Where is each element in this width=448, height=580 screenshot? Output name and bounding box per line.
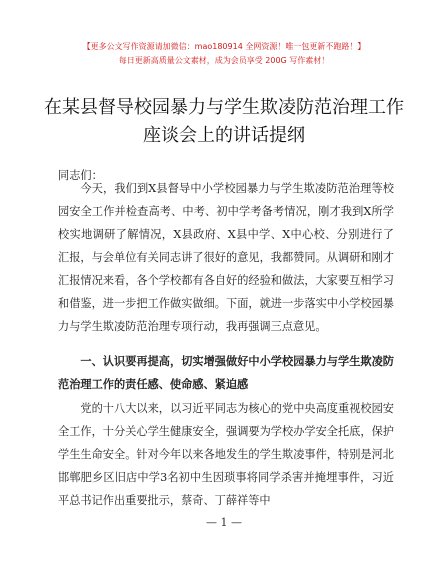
document-title: 在某县督导校园暴力与学生欺凌防范治理工作座谈会上的讲话提纲 (44, 97, 404, 146)
paragraph-section-1: 党的十八大以来，以习近平同志为核心的党中央高度重视校园安全工作，十分关心学生健康安全，强调要为学校办学安全托底，保护学生生命安全。针对今年以来各地发生的学生欺凌事件，特别是河北邯郸肥乡区旧店中学3名初中生因琐事将同学杀害并掩埋事件，习近平总书记作出重要批示，蔡奇、丁薛祥等中 (58, 402, 394, 507)
paragraph-intro: 今天，我们到X县督导中小学校园暴力与学生欺凌防范治理等校园安全工作并检查高考、中考、初中学考备考情况，刚才我到X所学校实地调研了解情况，X县政府、X县中学、X中心校、分别进行了汇报，与会单位有关同志讲了很好的意见，我都赞同。从调研和刚才汇报情况来看，各个学校都有各自好的经验和做法，大家要互相学习和借鉴，进一步把工作做实做细。下面，就进一步落实中小学校园暴力与学生欺凌防范治理专项行动，我再强调三点意见。 (58, 182, 394, 333)
promo-banner-line-1: 【更多公文写作资源请加微信：mao180914 全网资源！唯一包更新不跑路！】 (82, 42, 366, 51)
salutation: 同志们： (58, 169, 103, 182)
page-number: — 1 — (206, 516, 242, 529)
promo-banner-line-2: 每日更新高质量公文素材，成为会员享受 200G 写作素材！ (118, 56, 330, 65)
section-heading-1: 一、认识要再提高，切实增强做好中小学校园暴力与学生欺凌防范治理工作的责任感、使命感、紧迫感 (58, 355, 394, 391)
